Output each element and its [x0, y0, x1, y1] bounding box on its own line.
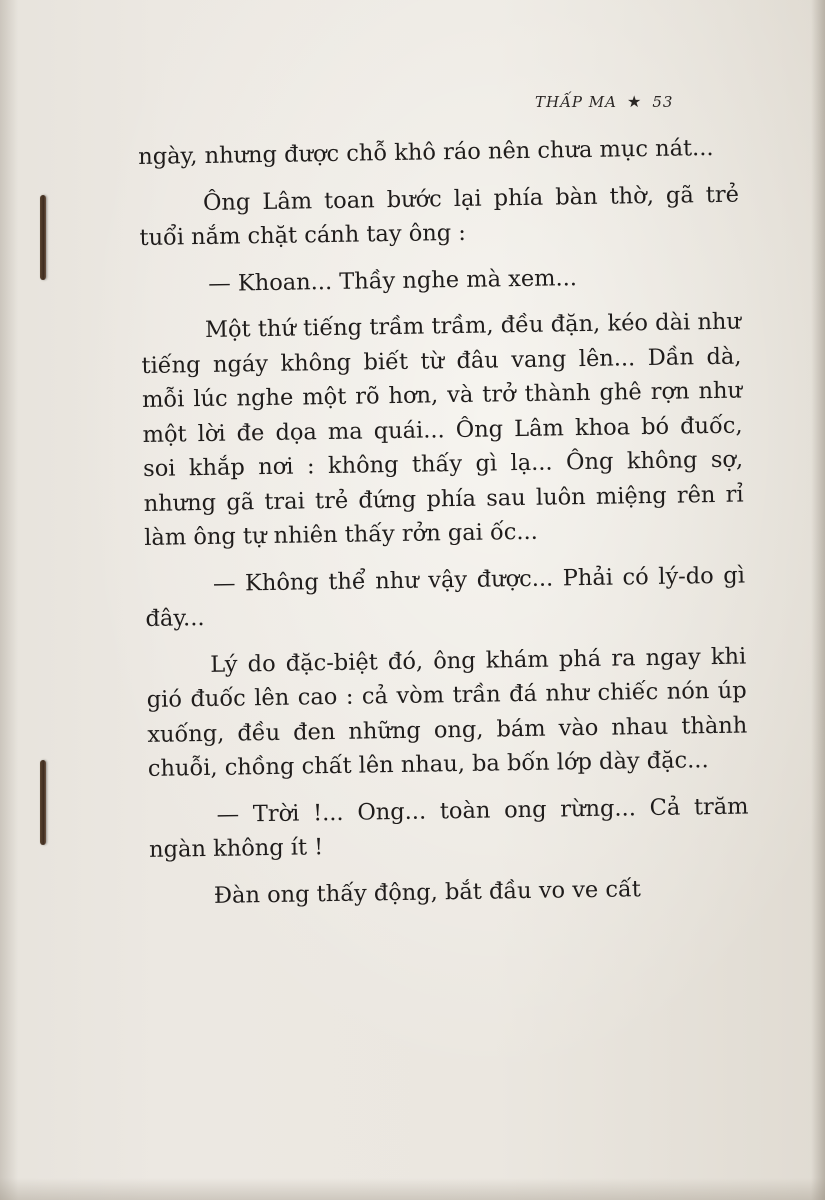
left-edge-shadow [0, 0, 18, 1200]
book-title: THẤP MA [535, 93, 617, 111]
right-edge-shadow [811, 0, 825, 1200]
paragraph: Lý do đặc-biệt đó, ông khám phá ra ngay khi gió đuốc lên cao : cả vòm trần đá như chiếc nón úp xuống, đều đen những ong, bám vào nhau thành chuỗi, chồng chất lên nhau, ba bốn lớp dày đặc... [146, 643, 748, 782]
page-number: 53 [652, 93, 674, 111]
paragraph: Ông Lâm toan bước lại phía bàn thờ, gã trẻ tuổi nắm chặt cánh tay ông : [139, 181, 740, 251]
staple-bottom [40, 760, 46, 845]
paragraph: Một thứ tiếng trầm trầm, đều đặn, kéo dài như tiếng ngáy không biết từ đâu vang lên... Dần dà, mỗi lúc nghe một rõ hơn, và trở thành ghê rợn như một lời đe dọa ma quái... Ông Lâm khoa bó đuốc, soi khắp nơi : không thấy gì lạ... Ông không sợ, nhưng gã trai trẻ đứng phía sau luôn miệng rên rỉ làm ông tự nhiên thấy rởn gai ốc... [141, 308, 744, 551]
bottom-edge-shadow [0, 1178, 825, 1200]
page-body [138, 131, 750, 926]
staple-top [40, 195, 46, 280]
paragraph: ngày, nhưng được chỗ khô ráo nên chưa mục nát... [138, 134, 714, 170]
star-icon: ★ [626, 92, 643, 111]
paragraph: Đàn ong thấy động, bắt đầu vo ve cất [213, 875, 642, 909]
dialogue-line: — Khoan... Thầy nghe mà xem... [208, 264, 578, 297]
running-header [535, 92, 673, 111]
dialogue-line: — Trời !... Ong... toàn ong rừng... Cả trăm ngàn không ít ! [148, 792, 749, 863]
dialogue-line: — Không thể như vậy được... Phải có lý-do gì đây... [145, 562, 746, 632]
